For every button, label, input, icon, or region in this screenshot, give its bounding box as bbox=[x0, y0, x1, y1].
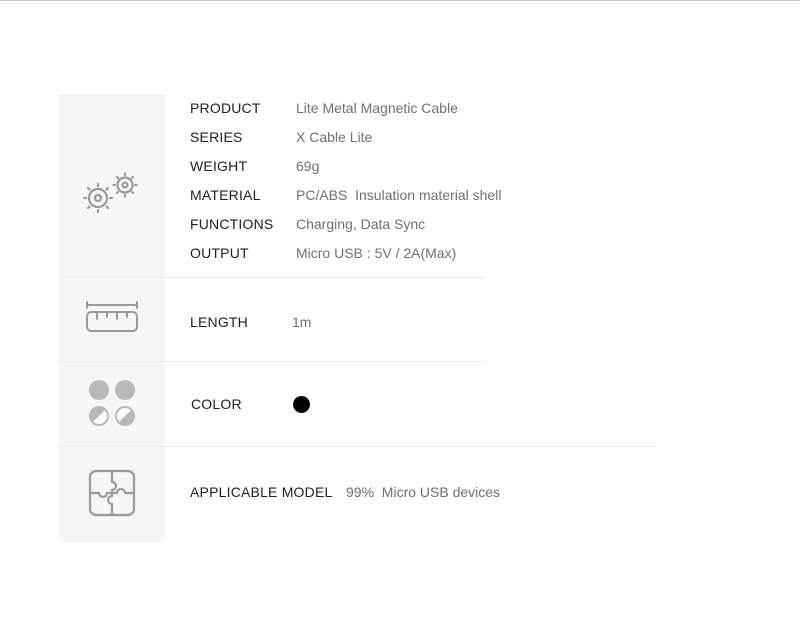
length-label: LENGTH bbox=[190, 314, 248, 330]
ruler-icon bbox=[59, 300, 165, 334]
output-label: OUTPUT bbox=[190, 245, 249, 261]
series-label: SERIES bbox=[190, 129, 243, 145]
applicable-model-label: APPLICABLE MODEL bbox=[190, 484, 333, 500]
series-value: X Cable Lite bbox=[296, 129, 373, 145]
output-value: Micro USB : 5V / 2A(Max) bbox=[296, 245, 457, 261]
puzzle-icon bbox=[59, 466, 165, 520]
weight-value: 69g bbox=[296, 158, 320, 174]
material-value: PC/ABS Insulation material shell bbox=[296, 187, 502, 203]
product-label: PRODUCT bbox=[190, 100, 261, 116]
weight-label: WEIGHT bbox=[190, 158, 248, 174]
color-label: COLOR bbox=[191, 396, 242, 412]
product-value: Lite Metal Magnetic Cable bbox=[296, 100, 458, 116]
section-divider bbox=[59, 446, 655, 447]
top-rule bbox=[0, 0, 800, 1]
color-swatch-black bbox=[293, 396, 310, 413]
section-divider bbox=[59, 361, 485, 362]
section-divider bbox=[59, 277, 485, 278]
functions-label: FUNCTIONS bbox=[190, 216, 274, 232]
icon-column bbox=[59, 94, 165, 542]
gears-icon bbox=[59, 168, 165, 218]
color-palette-icon bbox=[59, 378, 165, 428]
applicable-model-value: 99% Micro USB devices bbox=[346, 484, 501, 500]
length-value: 1m bbox=[292, 314, 312, 330]
functions-value: Charging, Data Sync bbox=[296, 216, 426, 232]
material-label: MATERIAL bbox=[190, 187, 261, 203]
